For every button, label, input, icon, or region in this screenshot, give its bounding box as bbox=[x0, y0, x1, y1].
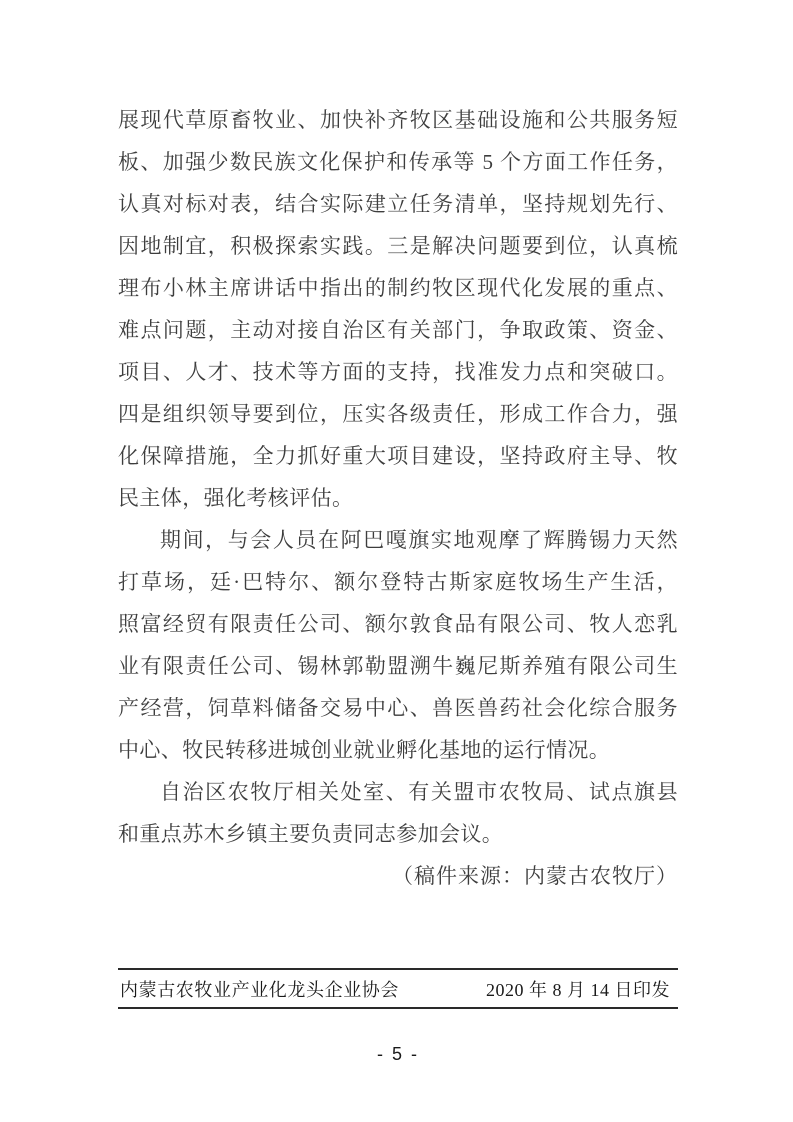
text-line: 项目、人才、技术等方面的支持，找准发力点和突破口。 bbox=[118, 360, 678, 384]
text-line: 和重点苏木乡镇主要负责同志参加会议。 bbox=[118, 822, 504, 846]
footer-colophon bbox=[118, 968, 678, 1009]
text-line: 展现代草原畜牧业、加快补齐牧区基础设施和公共服务短 bbox=[118, 108, 678, 132]
text-line: 难点问题，主动对接自治区有关部门，争取政策、资金、 bbox=[118, 318, 678, 342]
text-line: （稿件来源：内蒙古农牧厅） bbox=[392, 864, 678, 888]
text-line: 期间，与会人员在阿巴嘎旗实地观摩了辉腾锡力天然 bbox=[160, 528, 678, 552]
text-line: 认真对标对表，结合实际建立任务清单，坚持规划先行、 bbox=[118, 192, 678, 216]
document-body bbox=[118, 99, 678, 897]
text-line: 照富经贸有限责任公司、额尔敦食品有限公司、牧人恋乳 bbox=[118, 612, 678, 636]
text-line: 业有限责任公司、锡林郭勒盟溯牛巍尼斯养殖有限公司生 bbox=[118, 654, 678, 678]
text-line: 因地制宜，积极探索实践。三是解决问题要到位，认真梳 bbox=[118, 234, 678, 258]
text-line: 中心、牧民转移进城创业就业孵化基地的运行情况。 bbox=[118, 738, 611, 762]
text-line: 民主体，强化考核评估。 bbox=[118, 486, 354, 510]
text-line: 四是组织领导要到位，压实各级责任，形成工作合力，强 bbox=[118, 402, 678, 426]
page-number: - 5 - bbox=[376, 1044, 419, 1064]
text-line: 化保障措施，全力抓好重大项目建设，坚持政府主导、牧 bbox=[118, 444, 678, 468]
text-line: 理布小林主席讲话中指出的制约牧区现代化发展的重点、 bbox=[118, 276, 678, 300]
issuing-organization: 内蒙古农牧业产业化龙头企业协会 bbox=[120, 979, 399, 1000]
text-line: 自治区农牧厅相关处室、有关盟市农牧局、试点旗县 bbox=[160, 780, 678, 804]
text-line: 产经营，饲草料储备交易中心、兽医兽药社会化综合服务 bbox=[118, 696, 678, 720]
text-line: 打草场，廷·巴特尔、额尔登特古斯家庭牧场生产生活， bbox=[118, 570, 678, 594]
print-date: 2020 年 8 月 14 日印发 bbox=[486, 979, 670, 1000]
text-line: 板、加强少数民族文化保护和传承等 5 个方面工作任务， bbox=[118, 150, 678, 174]
